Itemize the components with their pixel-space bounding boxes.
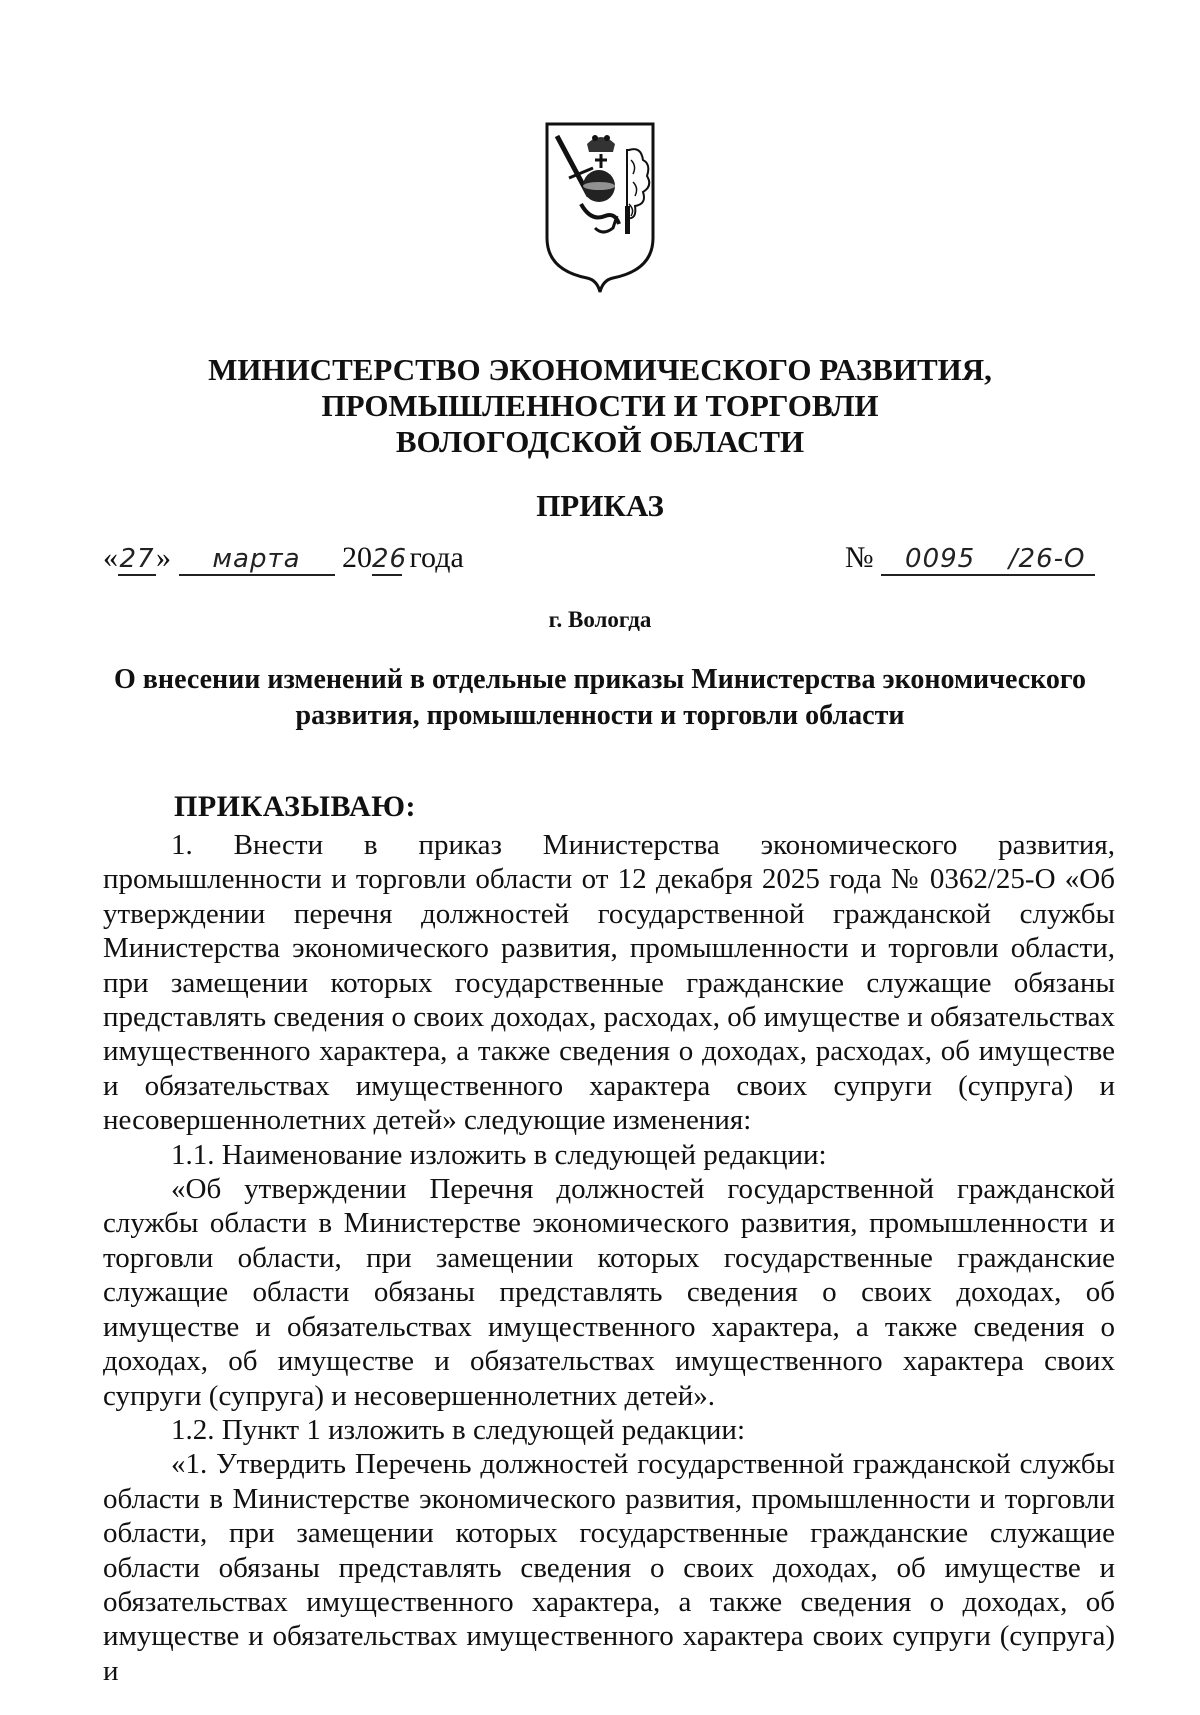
paragraph-1-1: 1.1. Наименование изложить в следующей редакции: [171, 1138, 827, 1171]
order-number [845, 541, 1095, 576]
number-suffix: /26-О [999, 544, 1095, 576]
order-body [103, 828, 1115, 1688]
order-word: ПРИКАЗЫВАЮ: [174, 790, 417, 823]
date-year-prefix: 20 [342, 541, 372, 574]
subject-line-2: развития, промышленности и торговли области [295, 700, 905, 731]
order-title: ПРИКАЗ [536, 488, 664, 523]
order-date [103, 541, 464, 576]
date-close-quote: » [156, 541, 171, 574]
paragraph-1-1-text: «Об утверждении Перечня должностей государственной гражданской службы области в Министерстве экономического развития, промышленности и торговли области, при замещении которых государственные гражданские служащие области обязаны представлять сведения о своих доходах, об имуществе и обязательствах имущественного характера, а также сведения о доходах, об имуществе и обязательствах имущественного характера своих супруги (супруга) и несовершеннолетних детей». [103, 1173, 1115, 1412]
coat-of-arms-icon [543, 120, 657, 296]
paragraph-1: 1. Внести в приказ Министерства экономического развития, промышленности и торговли области от 12 декабря 2025 года № 0362/25-О «Об утверждении перечня должностей государственной гражданской службы Министерства экономического развития, промышленности и торговли области, при замещении которых государственные гражданские служащие обязаны представлять сведения о своих доходах, расходах, об имуществе и обязательствах имущественного характера, а также сведения о доходах, расходах, об имуществе и обязательствах имущественного характера своих супруги (супруга) и несовершеннолетних детей» следующие изменения: [103, 829, 1115, 1137]
date-year-suffix: 26 [372, 544, 408, 574]
date-year-word: года [409, 541, 464, 574]
paragraph-1-2: 1.2. Пункт 1 изложить в следующей редакции: [171, 1413, 746, 1446]
ministry-header-line-3: ВОЛОГОДСКОЙ ОБЛАСТИ [395, 424, 805, 459]
ministry-header-line-1: МИНИСТЕРСТВО ЭКОНОМИЧЕСКОГО РАЗВИТИЯ, [208, 352, 992, 387]
city-label: г. Вологда [548, 607, 652, 632]
date-open-quote: « [103, 541, 118, 574]
ministry-header [0, 352, 1200, 460]
subject-line-1: О внесении изменений в отдельные приказы Министерства экономического [114, 664, 1086, 695]
ministry-header-line-2: ПРОМЫШЛЕННОСТИ И ТОРГОВЛИ [321, 388, 879, 423]
number-value: 0095 [881, 544, 999, 576]
order-subject [100, 662, 1100, 734]
number-sign: № [845, 541, 874, 574]
date-month: марта [179, 544, 335, 576]
date-day: 27 [119, 544, 155, 574]
paragraph-1-2-text: «1. Утвердить Перечень должностей государственной гражданской службы области в Министерстве экономического развития, промышленности и торговли области, при замещении которых государственные гражданские служащие области обязаны представлять сведения о своих доходах, об имуществе и обязательствах имущественного характера, а также сведения о доходах, об имуществе и обязательствах имущественного характера своих супруги (супруга) и [103, 1448, 1115, 1687]
